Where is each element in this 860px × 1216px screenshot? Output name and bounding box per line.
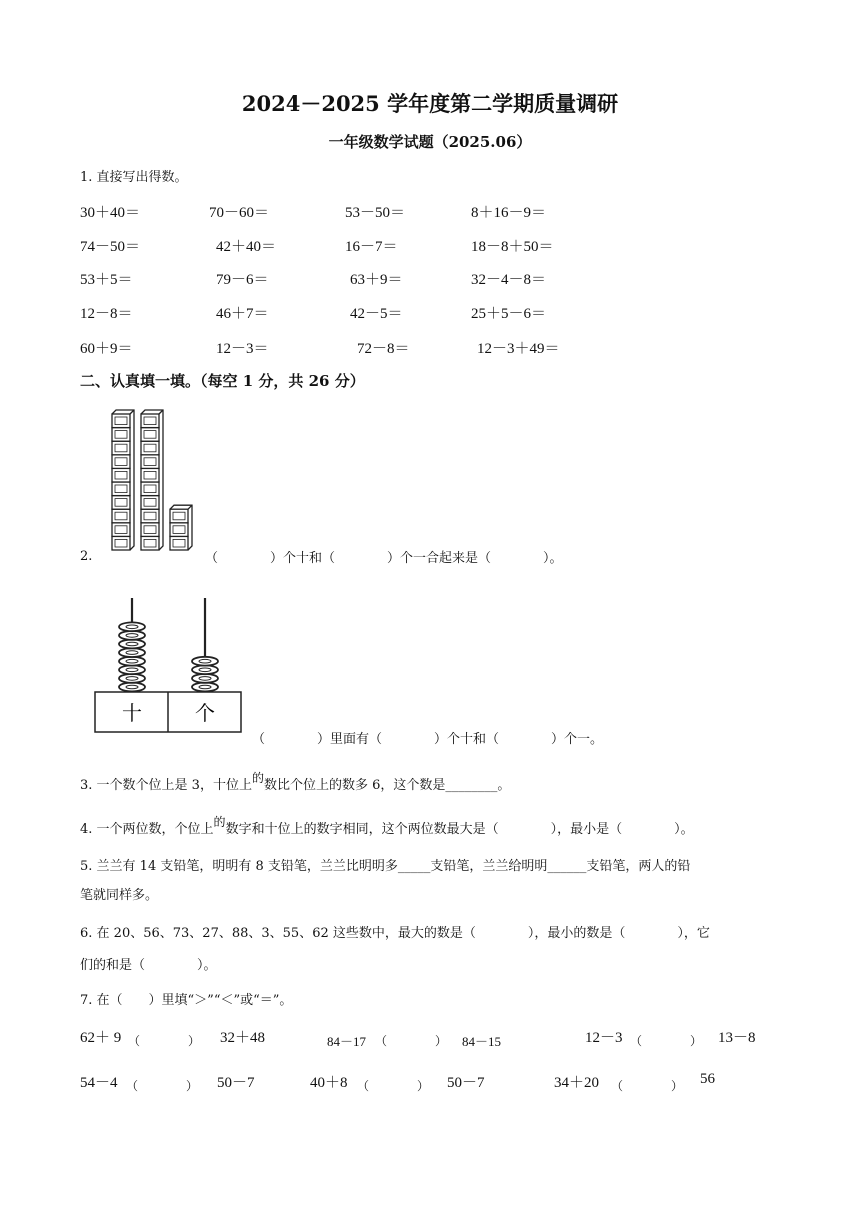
answer-paren[interactable]: （ ） — [357, 1079, 430, 1093]
abacus-ones-label: 个 — [195, 701, 215, 725]
compare-left: 34＋20 — [554, 1075, 600, 1091]
answer-paren[interactable]: （ ） — [126, 1079, 199, 1093]
calc-item: 25＋5－6＝ — [471, 306, 547, 322]
question-6-line-1: 6. 在 20、56、73、27、88、3、55、62 这些数中，最大的数是（ ），最小的数是（ ），它 — [80, 926, 710, 941]
question-2-line-1: （ ）个十和（ ）个一合起来是（ ）。 — [205, 551, 563, 566]
answer-paren[interactable]: （ ） — [375, 1034, 448, 1048]
question-4-blank-text: 数字和十位上的数字相同，这个两位数最大是（ ），最小是（ ）。 — [225, 822, 694, 837]
compare-right: 13－8 — [718, 1030, 756, 1046]
cube-stacks-figure — [108, 408, 196, 556]
question-4 — [80, 815, 694, 837]
calc-item: 12－8＝ — [80, 306, 133, 322]
answer-paren[interactable]: （ ） — [611, 1079, 684, 1093]
calc-item: 63＋9＝ — [350, 272, 403, 288]
section-2-title: 二、认真填一填。（每空 1 分，共 26 分） — [80, 372, 365, 390]
calc-item: 46＋7＝ — [216, 306, 269, 322]
page-subtitle: 一年级数学试题（2025.06） — [328, 133, 532, 151]
question-4-sup: 的 — [213, 815, 226, 829]
question-7-label: 7. 在（ ）里填“＞”“＜”或“＝”。 — [80, 993, 293, 1008]
compare-right: 56 — [700, 1071, 715, 1087]
question-5-line-1: 5. 兰兰有 14 支铅笔，明明有 8 支铅笔，兰兰比明明多_____支铅笔，兰兰给明明______支铅笔，两人的铅 — [80, 859, 691, 874]
calc-item: 53－50＝ — [345, 205, 406, 221]
calc-item: 79－6＝ — [216, 272, 269, 288]
calc-item: 74－50＝ — [80, 239, 141, 255]
question-5-line-2: 笔就同样多。 — [80, 888, 159, 903]
compare-left: 62＋ 9 — [80, 1030, 122, 1046]
answer-paren[interactable]: （ ） — [630, 1034, 703, 1048]
calc-item: 72－8＝ — [357, 341, 410, 357]
page-title: 2024－2025 学年度第二学期质量调研 — [241, 91, 619, 116]
compare-right: 50－7 — [217, 1075, 255, 1091]
question-2-line-2: （ ）里面有（ ）个十和（ ）个一。 — [252, 732, 604, 747]
calc-item: 12－3＋49＝ — [477, 341, 560, 357]
compare-right: 84－15 — [462, 1034, 502, 1049]
question-1-label: 1. 直接写出得数。 — [80, 170, 188, 185]
question-3-text: 3. 一个数个位上是 3，十位上 — [80, 778, 252, 793]
calc-item: 60＋9＝ — [80, 341, 133, 357]
calc-item: 30＋40＝ — [80, 205, 141, 221]
compare-left: 54－4 — [80, 1075, 118, 1091]
calc-item: 12－3＝ — [216, 341, 269, 357]
compare-left: 40＋8 — [310, 1075, 348, 1091]
compare-left: 84－17 — [327, 1034, 367, 1049]
question-2-number: 2. — [80, 549, 93, 564]
question-6-line-2: 们的和是（ ）。 — [80, 958, 217, 973]
compare-right: 32＋48 — [220, 1030, 266, 1046]
abacus-tens-label: 十 — [122, 701, 142, 725]
calc-item: 53＋5＝ — [80, 272, 133, 288]
question-3-blank-text: 数比个位上的数多 6，这个数是________。 — [263, 778, 511, 793]
calc-item: 16－7＝ — [345, 239, 398, 255]
abacus-figure — [92, 592, 247, 737]
calc-item: 32－4－8＝ — [471, 272, 547, 288]
calc-item: 42－5＝ — [350, 306, 403, 322]
calc-item: 8＋16－9＝ — [471, 205, 547, 221]
compare-left: 12－3 — [585, 1030, 623, 1046]
calc-item: 18－8＋50＝ — [471, 239, 554, 255]
question-3-sup: 的 — [251, 771, 264, 785]
calc-item: 70－60＝ — [209, 205, 270, 221]
calc-item: 42＋40＝ — [216, 239, 277, 255]
question-4-text: 4. 一个两位数，个位上 — [80, 822, 214, 837]
compare-right: 50－7 — [447, 1075, 485, 1091]
question-3 — [80, 771, 511, 793]
answer-paren[interactable]: （ ） — [128, 1034, 201, 1048]
